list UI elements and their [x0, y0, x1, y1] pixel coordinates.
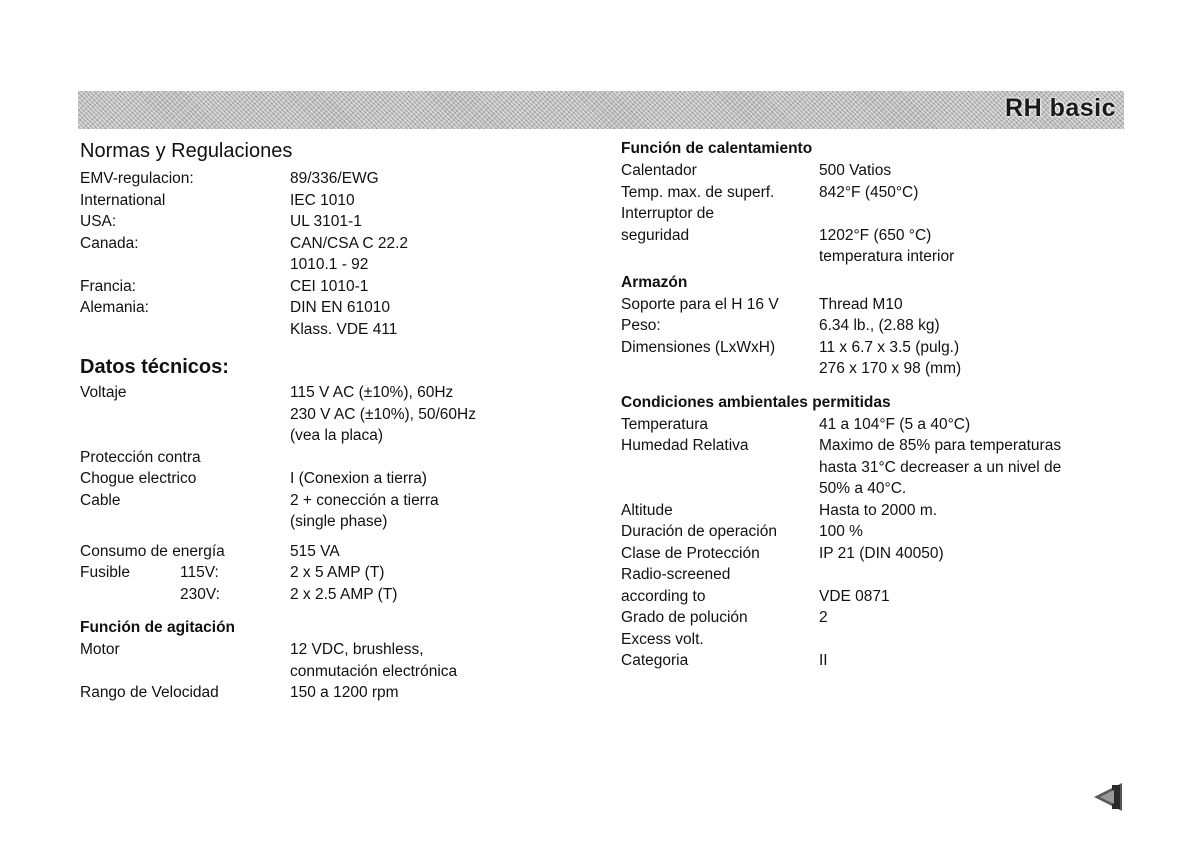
spec-value: hasta 31°C decreaser a un nivel de [819, 458, 1062, 476]
spec-label: Voltaje [80, 384, 127, 401]
spec-label [621, 457, 819, 479]
spec-row [80, 511, 540, 533]
spec-row [621, 414, 1121, 436]
spec-label: Radio-screened [621, 566, 731, 583]
spec-label: Temperatura [621, 415, 709, 433]
spec-value: 12 VDC, brushless, [290, 641, 424, 658]
spec-row [80, 297, 540, 319]
spec-row [80, 682, 540, 704]
fusible-label-group [80, 562, 290, 584]
spec-label [80, 511, 290, 533]
spec-label: Interruptor de [621, 205, 715, 222]
spec-label [80, 661, 290, 683]
fusible-row [80, 584, 540, 606]
spec-value: 1202°F (650 °C) [819, 226, 932, 244]
spec-label: Chogue electrico [80, 470, 197, 487]
fusible-value: 2 x 2.5 AMP (T) [290, 585, 398, 603]
spec-value: 89/336/EWG [290, 170, 379, 187]
spec-row [621, 337, 1121, 359]
spec-value: Klass. VDE 411 [290, 320, 398, 338]
spec-row [621, 160, 1121, 182]
spec-value: CEI 1010-1 [290, 277, 369, 295]
spec-row [621, 607, 1121, 629]
spec-value [290, 447, 540, 469]
spec-row [80, 639, 540, 661]
fusible-label: Fusible [80, 564, 130, 581]
spec-value: (vea la placa) [290, 427, 384, 444]
spec-value [819, 564, 1121, 586]
left-column [80, 138, 540, 704]
fusible-value: 2 x 5 AMP (T) [290, 564, 385, 581]
fusible-label-group [80, 584, 290, 606]
spec-label: Soporte para el H 16 V [621, 295, 779, 313]
spec-row [80, 447, 540, 469]
spec-row [80, 319, 540, 341]
normas-heading: Normas y Regulaciones [80, 140, 293, 162]
spec-row [621, 315, 1121, 337]
spec-row [621, 500, 1121, 522]
spec-value: 515 VA [290, 542, 340, 560]
spec-label: Temp. max. de superf. [621, 183, 775, 201]
spec-row [80, 425, 540, 447]
spec-value: 2 + conección a tierra [290, 491, 439, 509]
spec-row [80, 168, 540, 190]
spec-label: Protección contra [80, 448, 201, 466]
spec-row [621, 586, 1121, 608]
spec-row [621, 564, 1121, 586]
spec-label: Alemania: [80, 299, 149, 316]
header-band [78, 91, 1124, 129]
spec-label: Humedad Relativa [621, 437, 749, 454]
spec-label [80, 404, 290, 426]
spec-row [621, 358, 1121, 380]
spec-row [621, 294, 1121, 316]
spec-row [621, 478, 1121, 500]
spec-row [80, 276, 540, 298]
spec-row [80, 254, 540, 276]
page-arrow-icon [1092, 779, 1124, 815]
spec-row [621, 246, 1121, 268]
spec-value: UL 3101-1 [290, 213, 362, 230]
spec-row [80, 382, 540, 404]
spec-label: Peso: [621, 317, 661, 334]
spec-label: Calentador [621, 162, 697, 179]
spec-row [80, 661, 540, 683]
spec-label: EMV-regulacion: [80, 170, 194, 187]
spec-row [621, 521, 1121, 543]
spec-label [80, 425, 290, 447]
spec-label: according to [621, 587, 706, 605]
armazon-heading: Armazón [621, 273, 688, 291]
spec-value: DIN EN 61010 [290, 299, 390, 316]
fusible-row [80, 562, 540, 584]
spec-value: conmutación electrónica [290, 662, 458, 680]
spec-row [621, 629, 1121, 651]
spec-label [80, 319, 290, 341]
spec-value [819, 203, 1121, 225]
spec-row [80, 404, 540, 426]
spec-value [819, 629, 1121, 651]
spec-value: 50% a 40°C. [819, 480, 907, 497]
spec-value: 150 a 1200 rpm [290, 684, 399, 701]
spec-value: 500 Vatios [819, 162, 892, 179]
spec-value: VDE 0871 [819, 587, 890, 605]
calentamiento-heading: Función de calentamiento [621, 140, 813, 157]
spec-label: Categoria [621, 652, 689, 669]
spec-label: Rango de Velocidad [80, 684, 219, 701]
condiciones-heading: Condiciones ambientales permitidas [621, 393, 891, 411]
fusible-sub-label: 115V: [180, 564, 219, 581]
spec-row [80, 490, 540, 512]
spec-value: 115 V AC (±10%), 60Hz [290, 384, 454, 401]
spec-value: IEC 1010 [290, 191, 355, 209]
spec-label: Excess volt. [621, 630, 704, 648]
spec-value: 6.34 lb., (2.88 kg) [819, 317, 940, 334]
spec-row [621, 182, 1121, 204]
spec-row [80, 468, 540, 490]
spec-row [621, 203, 1121, 225]
spec-value: I (Conexion a tierra) [290, 470, 427, 487]
spec-label: Duración de operación [621, 523, 777, 540]
spec-value: 100 % [819, 523, 863, 540]
spec-value: Maximo de 85% para temperaturas [819, 437, 1062, 454]
spec-value: temperatura interior [819, 248, 955, 265]
agitacion-heading: Función de agitación [80, 619, 236, 636]
spec-label: Dimensiones (LxWxH) [621, 338, 776, 356]
spec-value: II [819, 652, 828, 669]
spec-label: Clase de Protección [621, 544, 760, 562]
fusible-sub-label: 230V: [180, 585, 220, 603]
spec-value: 276 x 170 x 98 (mm) [819, 360, 962, 377]
spec-label: Cable [80, 491, 121, 509]
spec-value: 11 x 6.7 x 3.5 (pulg.) [819, 338, 960, 356]
spec-value: 842°F (450°C) [819, 183, 919, 201]
spec-value: Thread M10 [819, 295, 903, 313]
spec-row [80, 190, 540, 212]
spec-value: CAN/CSA C 22.2 [290, 234, 409, 252]
spec-label [621, 478, 819, 500]
spec-row [621, 435, 1121, 457]
spec-label [621, 358, 819, 380]
spec-label [80, 254, 290, 276]
spec-value: 1010.1 - 92 [290, 256, 369, 273]
right-column [621, 138, 1121, 672]
spec-value: 2 [819, 609, 828, 626]
spec-row [621, 457, 1121, 479]
spec-value: (single phase) [290, 513, 388, 530]
spec-label: International [80, 191, 166, 209]
spec-label: Francia: [80, 277, 136, 295]
spec-row [80, 233, 540, 255]
brand-title: RH basic [1005, 94, 1116, 122]
spec-label: Altitude [621, 501, 673, 519]
spec-label: Grado de polución [621, 609, 748, 626]
spec-value: 230 V AC (±10%), 50/60Hz [290, 405, 476, 423]
spec-value: 41 a 104°F (5 a 40°C) [819, 415, 971, 433]
spec-value: Hasta to 2000 m. [819, 501, 938, 519]
spec-row [621, 225, 1121, 247]
spec-label: Motor [80, 641, 120, 658]
spec-label: Canada: [80, 234, 139, 252]
spec-row [80, 541, 540, 563]
spec-value: IP 21 (DIN 40050) [819, 544, 944, 562]
spec-row [80, 211, 540, 233]
spec-row [621, 543, 1121, 565]
spec-label: seguridad [621, 226, 690, 244]
spec-row [621, 650, 1121, 672]
spec-label [621, 246, 819, 268]
spec-label: USA: [80, 213, 117, 230]
spec-label: Consumo de energía [80, 542, 225, 560]
datos-heading: Datos técnicos: [80, 356, 229, 378]
